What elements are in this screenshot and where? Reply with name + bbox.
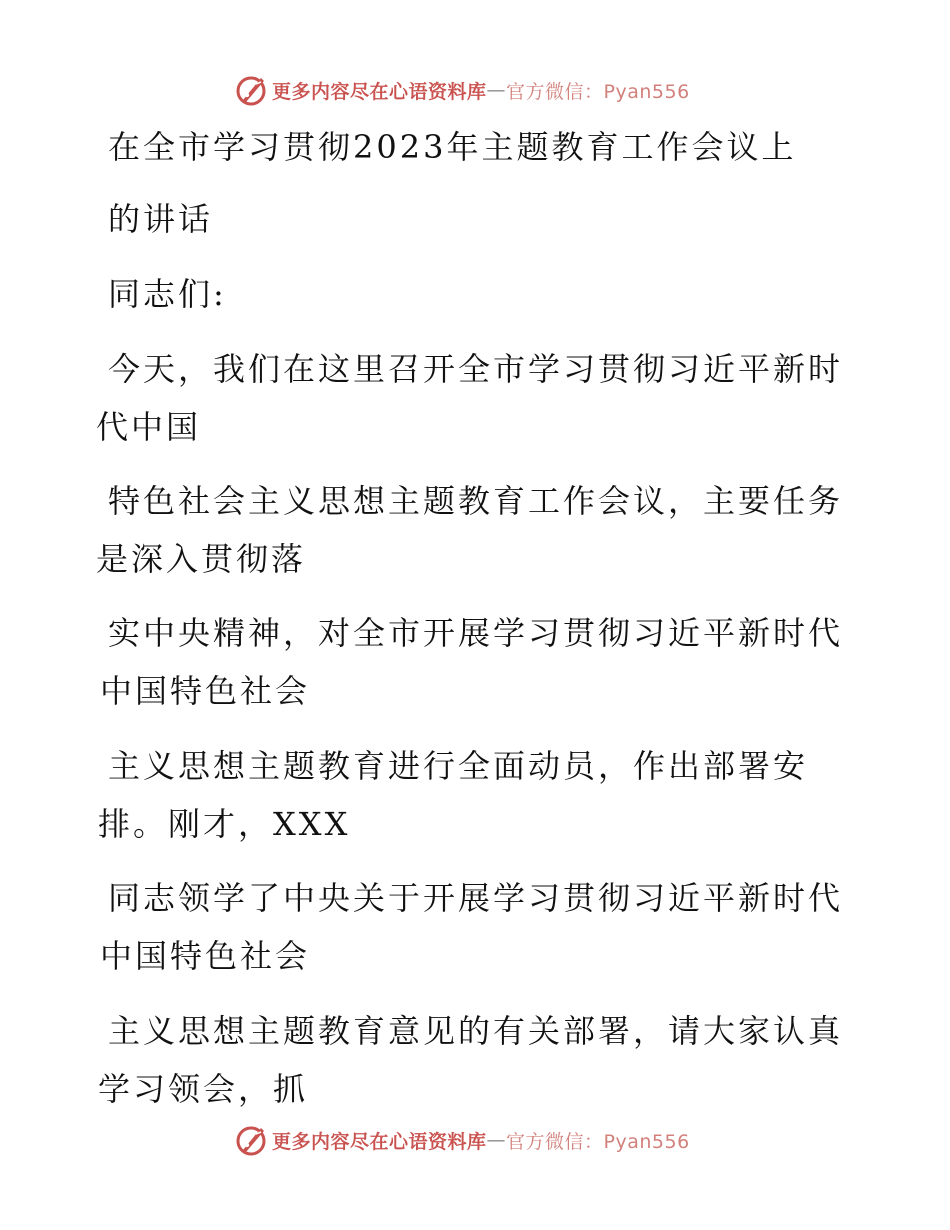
body-line: 主义思想主题教育进行全面动员，作出部署安: [108, 747, 809, 785]
body-line: 排。刚才，XXX: [98, 805, 351, 843]
body-line: 代中国: [96, 408, 202, 446]
watermark-dash: —: [486, 79, 507, 101]
quill-pen-in-circle-icon: [234, 1123, 268, 1157]
document-title-line-2: 的讲话: [108, 200, 214, 238]
document-title-line-1: 在全市学习贯彻2023年主题教育工作会议上: [108, 128, 797, 166]
footer-watermark: [234, 1122, 690, 1158]
body-line: 中国特色社会: [100, 937, 311, 975]
body-line: 主义思想主题教育意见的有关部署，请大家认真: [108, 1012, 844, 1050]
watermark-main-text: 更多内容尽在心语资料库: [272, 1130, 487, 1153]
watermark-dash: —: [486, 1129, 507, 1151]
watermark-wechat-text: 官方微信：Pyan556: [506, 80, 690, 103]
watermark-wechat-text: 官方微信：Pyan556: [506, 1130, 690, 1153]
watermark-main-text: 更多内容尽在心语资料库: [272, 80, 487, 103]
body-line: 中国特色社会: [100, 672, 311, 710]
body-line: 同志领学了中央关于开展学习贯彻习近平新时代: [108, 879, 844, 917]
body-line: 是深入贯彻落: [96, 540, 307, 578]
quill-pen-in-circle-icon: [234, 73, 268, 107]
salutation: 同志们:: [108, 275, 227, 313]
header-watermark: [234, 72, 690, 108]
body-line: 学习领会，抓: [98, 1070, 309, 1108]
body-line: 特色社会主义思想主题教育工作会议，主要任务: [108, 482, 844, 520]
body-line: 实中央精神，对全市开展学习贯彻习近平新时代: [108, 614, 844, 652]
body-line: 今天，我们在这里召开全市学习贯彻习近平新时: [108, 350, 844, 388]
